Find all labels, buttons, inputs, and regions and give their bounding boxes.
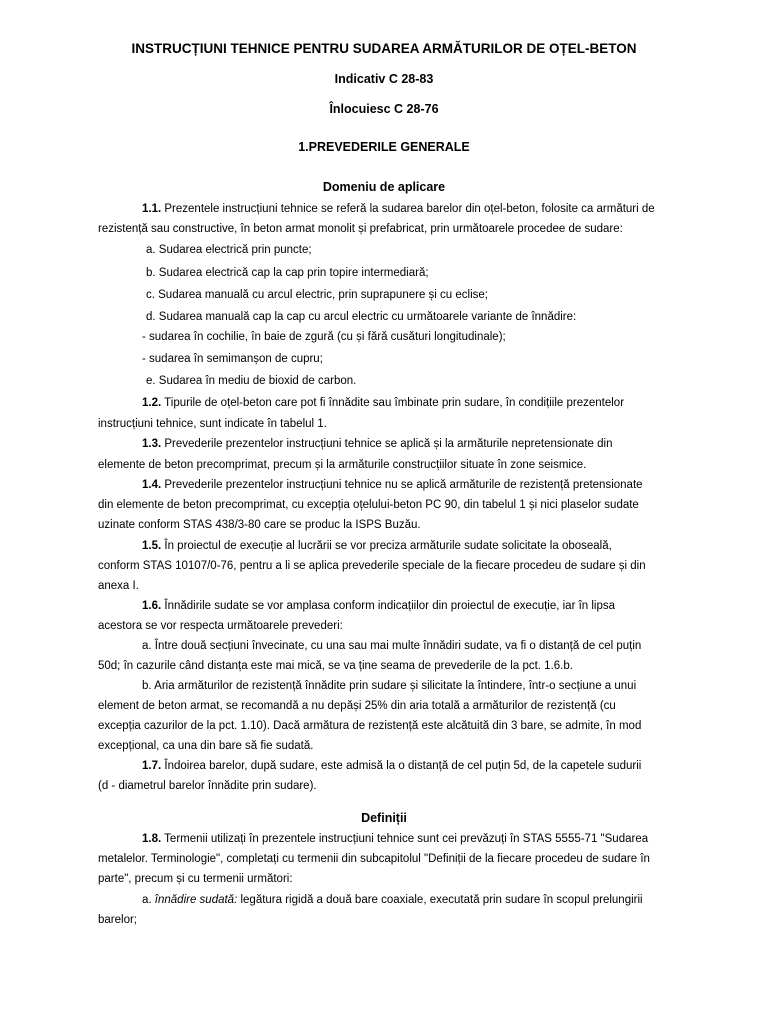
list-item: c. Sudarea manuală cu arcul electric, prin suprapunere și cu eclise;	[146, 289, 488, 301]
line-text: Tipurile de oțel-beton care pot fi înnădite sau îmbinate prin sudare, în condițiile prezentelor	[161, 397, 625, 409]
paragraph-line	[142, 832, 648, 846]
line-text: Prevederile prezentelor instrucțiuni tehnice nu se aplică armăturile de rezistență pretensionate	[161, 479, 643, 491]
line-text: Prevederile prezentelor instrucțiuni tehnice se aplică și la armăturile nepretensionate din	[161, 438, 613, 450]
paragraph-line: parte", precum și cu termenii următori:	[98, 873, 293, 885]
paragraph-line: anexa I.	[98, 580, 139, 592]
paragraph-line	[142, 893, 643, 907]
list-marker: a.	[142, 894, 155, 906]
paragraph-line: 50d; în cazurile când distanța este mai mică, se va ține seama de prevederile de la pct. 1.6.b.	[98, 660, 573, 672]
paragraph-line	[142, 539, 612, 553]
line-text: Prezentele instrucțiuni tehnice se referă la sudarea barelor din oțel-beton, folosite ca armături de	[161, 203, 655, 215]
paragraph-line: acestora se vor respecta următoarele prevederi:	[98, 620, 343, 632]
paragraph-line: uzinate conform STAS 438/3-80 care se produc la ISPS Buzău.	[98, 519, 421, 531]
list-item: - sudarea în semimanșon de cupru;	[142, 353, 323, 365]
paragraph-line: conform STAS 10107/0-76, pentru a li se aplica prevederile speciale de la fiecare procedeu de sudare și din	[98, 560, 646, 572]
defined-term: înnădire sudată:	[154, 894, 238, 906]
paragraph-line	[142, 202, 655, 216]
paragraph-number: 1.8.	[142, 833, 162, 845]
list-item: e. Sudarea în mediu de bioxid de carbon.	[146, 375, 357, 387]
paragraph-line: barelor;	[98, 914, 137, 926]
paragraph-line: metalelor. Terminologie", completați cu termenii din subcapitolul "Definiții de la fiecare procedeu de sudare în	[98, 853, 650, 865]
line-text: Îndoirea barelor, după sudare, este admisă la o distanță de cel puțin 5d, de la capetele sudurii	[161, 760, 642, 772]
paragraph-number: 1.2.	[142, 397, 162, 409]
line-text: În proiectul de execuție al lucrării se vor preciza armăturile sudate solicitate la oboseală,	[161, 540, 612, 552]
list-item: - sudarea în cochilie, în baie de zgură (cu și fără cusături longitudinale);	[142, 331, 506, 343]
paragraph-number: 1.5.	[142, 540, 162, 552]
paragraph-line	[142, 437, 613, 451]
list-item: a. Sudarea electrică prin puncte;	[146, 244, 312, 256]
paragraph-line: excepția cazurilor de la pct. 1.10). Dacă armătura de rezistență este alcătuită din 3 bare, se admite, în mod	[98, 720, 642, 732]
subheading-definitii: Definiții	[361, 811, 407, 825]
paragraph-line: instrucțiuni tehnice, sunt indicate în tabelul 1.	[98, 418, 327, 430]
paragraph-line: rezistență sau constructive, în beton armat monolit și prefabricat, prin următoarele procedee de sudare:	[98, 223, 623, 235]
line-text: Înnădirile sudate se vor amplasa conform indicațiilor din proiectul de execuție, iar în lipsa	[161, 600, 616, 612]
document-title: INSTRUCȚIUNI TEHNICE PENTRU SUDAREA ARMĂTURILOR DE OȚEL-BETON	[131, 41, 637, 56]
indicativ-line: Indicativ C 28-83	[334, 72, 434, 86]
paragraph-line: element de beton armat, se recomandă a nu depăși 25% din aria totală a armăturilor de rezistență (cu	[98, 700, 616, 712]
subheading-domeniu: Domeniu de aplicare	[322, 180, 446, 194]
line-text: Termenii utilizați în prezentele instrucțiuni tehnice sunt cei prevăzuți în STAS 5555-71 "Sudarea	[161, 833, 649, 845]
list-item: b. Sudarea electrică cap la cap prin topire intermediară;	[146, 267, 429, 279]
inlocuiesc-line: Înlocuiesc C 28-76	[329, 102, 439, 116]
paragraph-number: 1.1.	[142, 203, 162, 215]
list-item: d. Sudarea manuală cap la cap cu arcul electric cu următoarele variante de înnădire:	[146, 311, 577, 323]
paragraph-number: 1.4.	[142, 479, 162, 491]
paragraph-number: 1.7.	[142, 760, 162, 772]
paragraph-line: (d - diametrul barelor înnădite prin sudare).	[98, 780, 317, 792]
paragraph-line: excepțional, ca una din bare să fie sudată.	[98, 740, 314, 752]
paragraph-line: elemente de beton precomprimat, precum și la armăturile construcțiilor situate în zone seismice.	[98, 459, 587, 471]
paragraph-number: 1.3.	[142, 438, 162, 450]
paragraph-line: din elemente de beton precomprimat, cu excepția oțelului-beton PC 90, din tabelul 1 și nici plaselor sudate	[98, 499, 639, 511]
paragraph-line: b. Aria armăturilor de rezistență înnădite prin sudare și silicitate la întindere, într-o secțiune a unui	[142, 680, 637, 692]
section-heading: 1.PREVEDERILE GENERALE	[298, 140, 470, 154]
paragraph-line	[142, 759, 641, 773]
paragraph-line	[142, 478, 643, 492]
line-text: legătura rigidă a două bare coaxiale, executată prin sudare în scopul prelungirii	[237, 894, 643, 906]
paragraph-line	[142, 396, 624, 410]
paragraph-number: 1.6.	[142, 600, 162, 612]
paragraph-line: a. Între două secțiuni învecinate, cu una sau mai multe înnădiri sudate, va fi o distanță de cel puțin	[142, 640, 642, 652]
paragraph-line	[142, 599, 615, 613]
